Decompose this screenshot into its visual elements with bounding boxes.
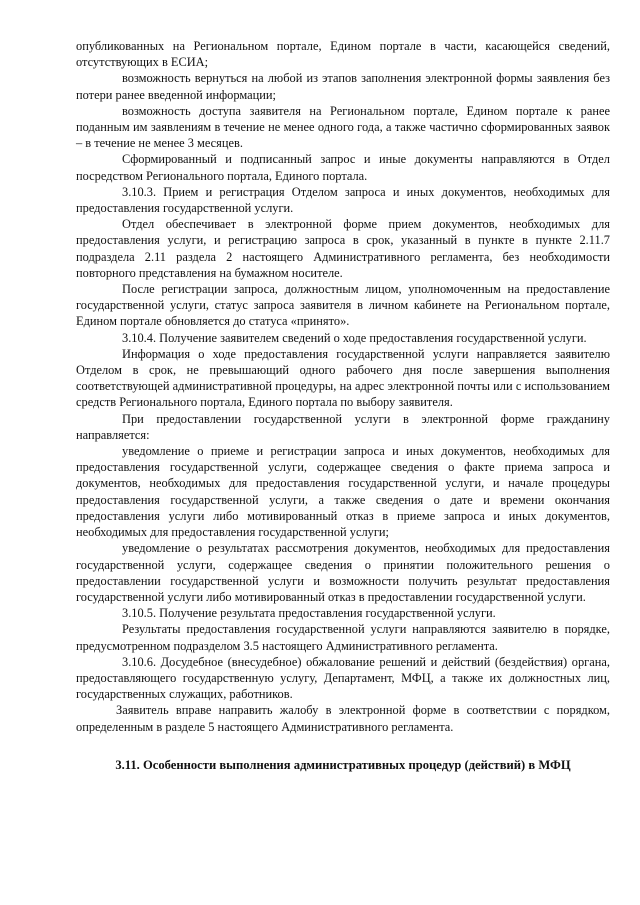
section-3-10-6-title: 3.10.6. Досудебное (внесудебное) обжалование решений и действий (бездействия) органа, предоставляющего государственную услугу, Департамент, МФЦ, а также их должностных лиц, государственных служащих, работников.	[76, 654, 610, 702]
paragraph: Сформированный и подписанный запрос и иные документы направляются в Отдел посредством Регионального портала, Единого портала.	[76, 152, 610, 183]
paragraph: При предоставлении государственной услуги в электронной форме гражданину направляется:	[76, 411, 610, 442]
section-3-10-3-title: 3.10.3. Прием и регистрация Отделом запроса и иных документов, необходимых для предоставления государственной услуги.	[76, 184, 610, 216]
paragraph: опубликованных на Региональном портале, Едином портале в части, касающейся сведений, отсутствующих в ЕСИА;	[76, 39, 610, 70]
section-heading-3-11: 3.11. Особенности выполнения административных процедур (действий) в МФЦ	[115, 757, 571, 772]
paragraph: возможность доступа заявителя на Региональном портале, Едином портале к ранее поданным им заявлениям в течение не менее одного года, а также частично сформированных заявок – в течение не менее 3 месяцев.	[76, 103, 610, 151]
section-3-10-5-title: 3.10.5. Получение результата предоставления государственной услуги.	[122, 606, 496, 621]
paragraph: возможность вернуться на любой из этапов заполнения электронной формы заявления без потери ранее введенной информации;	[76, 71, 610, 102]
paragraph: Отдел обеспечивает в электронной форме прием документов, необходимых для предоставления услуги, и регистрацию запроса в срок, указанный в пункте в пункте 2.11.7 подраздела 2.11 раздела 2 настоящего Административного регламента, без необходимости повторного представления на бумажном носителе.	[76, 217, 610, 280]
paragraph: После регистрации запроса, должностным лицом, уполномоченным на предоставление государственной услуги, статус запроса заявителя в личном кабинете на Региональном портале, Едином портале обновляется до статуса «принято».	[76, 282, 610, 329]
paragraph: Информация о ходе предоставления государственной услуги направляется заявителю Отделом в срок, не превышающий одного рабочего дня после завершения выполнения соответствующей административной процедуры, на адрес электронной почты или с использованием средств Регионального портала, Единого портала по выбору заявителя.	[76, 346, 610, 410]
document-page	[76, 38, 610, 773]
paragraph: Результаты предоставления государственной услуги направляются заявителю в порядке, предусмотренном подразделом 3.5 настоящего Административного регламента.	[76, 622, 610, 653]
section-3-10-4-title: 3.10.4. Получение заявителем сведений о ходе предоставления государственной услуги.	[122, 330, 587, 345]
paragraph: Заявитель вправе направить жалобу в электронной форме в соответствии с порядком, определенным в разделе 5 настоящего Административного регламента.	[76, 703, 610, 734]
paragraph: уведомление о результатах рассмотрения документов, необходимых для предоставления государственной услуги, содержащее сведения о принятии положительного решения о предоставлении государственной услуги и возможности получить результат предоставления государственной услуги либо мотивированный отказ в предоставлении государственной услуги.	[76, 541, 610, 604]
paragraph: уведомление о приеме и регистрации запроса и иных документов, необходимых для предоставления государственной услуги, содержащее сведения о факте приема запроса и документов, необходимых для предоставления государственной услуги, и начале процедуры предоставления государственной услуги, а также сведения о дате и времени окончания предоставления услуги либо мотивированный отказ в приеме запроса и иных документов, необходимых для предоставления государственной услуги;	[76, 444, 610, 540]
